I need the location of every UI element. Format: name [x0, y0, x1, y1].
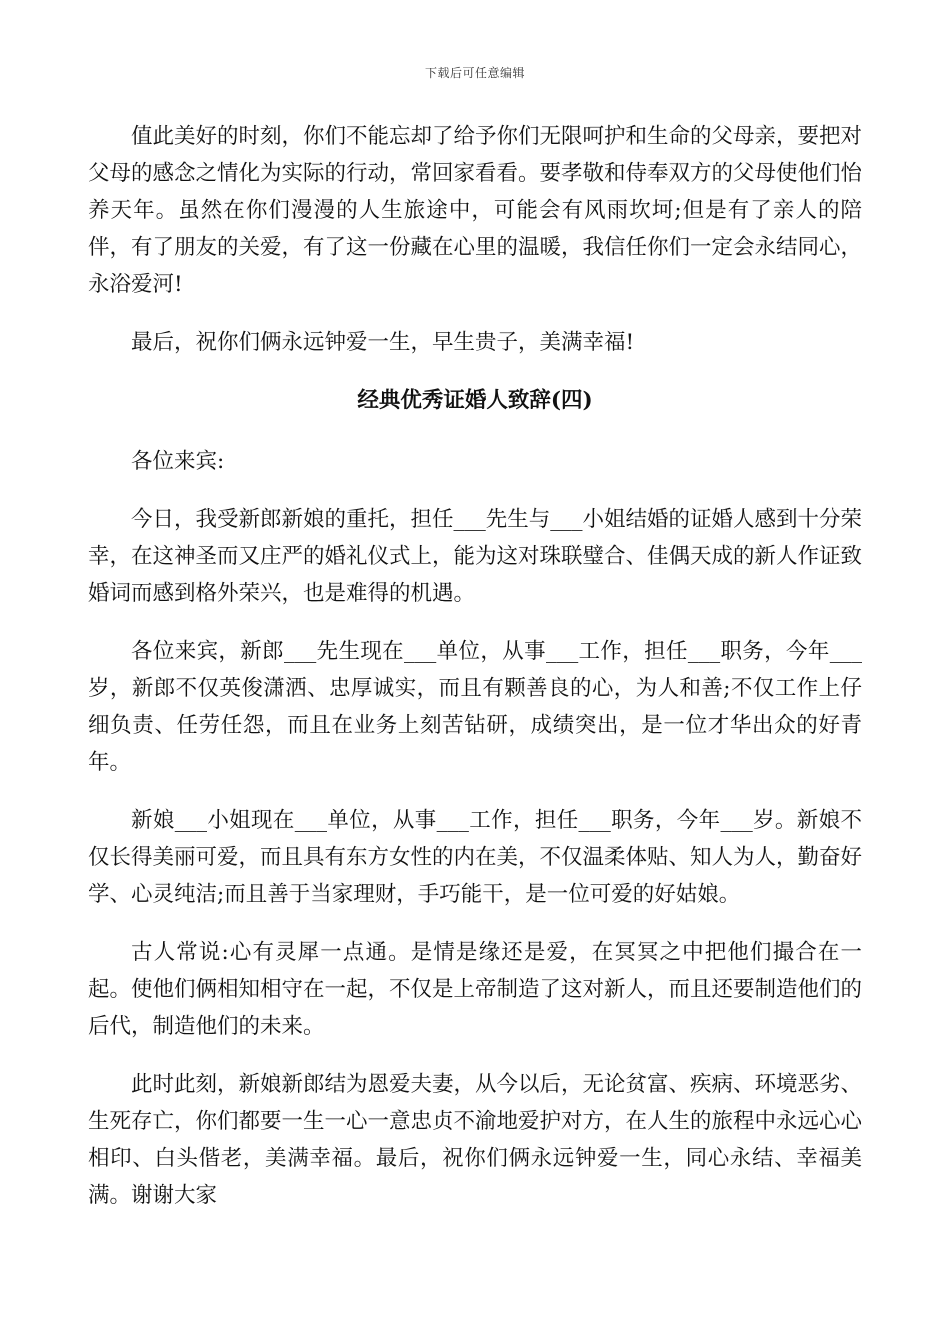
paragraph-groom: 各位来宾，新郎___先生现在___单位，从事___工作，担任___职务，今年___岁，新郎不仅英俊潇洒、忠厚诚实，而且有颗善良的心，为人和善;不仅工作上仔细负责、任劳任怨，而且在业务上刻苦钻研，成绩突出，是一位才华出众的好青年。 — [88, 639, 862, 775]
header-note: 下载后可任意编辑 — [424, 66, 525, 80]
paragraph-vows: 此时此刻，新娘新郎结为恩爱夫妻，从今以后，无论贫富、疾病、环境恶劣、生死存亡，你们都要一生一心一意忠贞不渝地爱护对方，在人生的旅程中永远心心相印、白头偕老，美满幸福。最后，祝你们俩永远钟爱一生，同心永结、幸福美满。谢谢大家 — [88, 1072, 863, 1208]
paragraph-introduction: 今日，我受新郎新娘的重托，担任___先生与___小姐结婚的证婚人感到十分荣幸，在这神圣而又庄严的婚礼仪式上，能为这对珠联璧合、佳偶天成的新人作证致婚词而感到格外荣兴，也是难得的机遇。 — [88, 507, 863, 606]
section-title: 经典优秀证婚人致辞(四) — [357, 388, 593, 413]
paragraph-final-blessing: 最后，祝你们俩永远钟爱一生，早生贵子，美满幸福! — [131, 330, 635, 355]
document-body — [88, 118, 862, 1235]
paragraph-bride: 新娘___小姐现在___单位，从事___工作，担任___职务，今年___岁。新娘不仅长得美丽可爱，而且具有东方女性的内在美，不仅温柔体贴、知人为人，勤奋好学、心灵纯洁;而且善于当家理财，手巧能干，是一位可爱的好姑娘。 — [88, 808, 863, 907]
paragraph-parents-gratitude: 值此美好的时刻，你们不能忘却了给予你们无限呵护和生命的父母亲，要把对父母的感念之情化为实际的行动，常回家看看。要孝敬和侍奉双方的父母使他们怡养天年。虽然在你们漫漫的人生旅途中，可能会有风雨坎坷;但是有了亲人的陪伴，有了朋友的关爱，有了这一份藏在心里的温暖，我信任你们一定会永结同心，永浴爱河! — [88, 124, 863, 297]
paragraph-fate: 古人常说:心有灵犀一点通。是情是缘还是爱，在冥冥之中把他们撮合在一起。使他们俩相知相守在一起，不仅是上帝制造了这对新人，而且还要制造他们的后代，制造他们的未来。 — [88, 940, 863, 1039]
paragraph-salutation: 各位来宾: — [131, 449, 225, 474]
